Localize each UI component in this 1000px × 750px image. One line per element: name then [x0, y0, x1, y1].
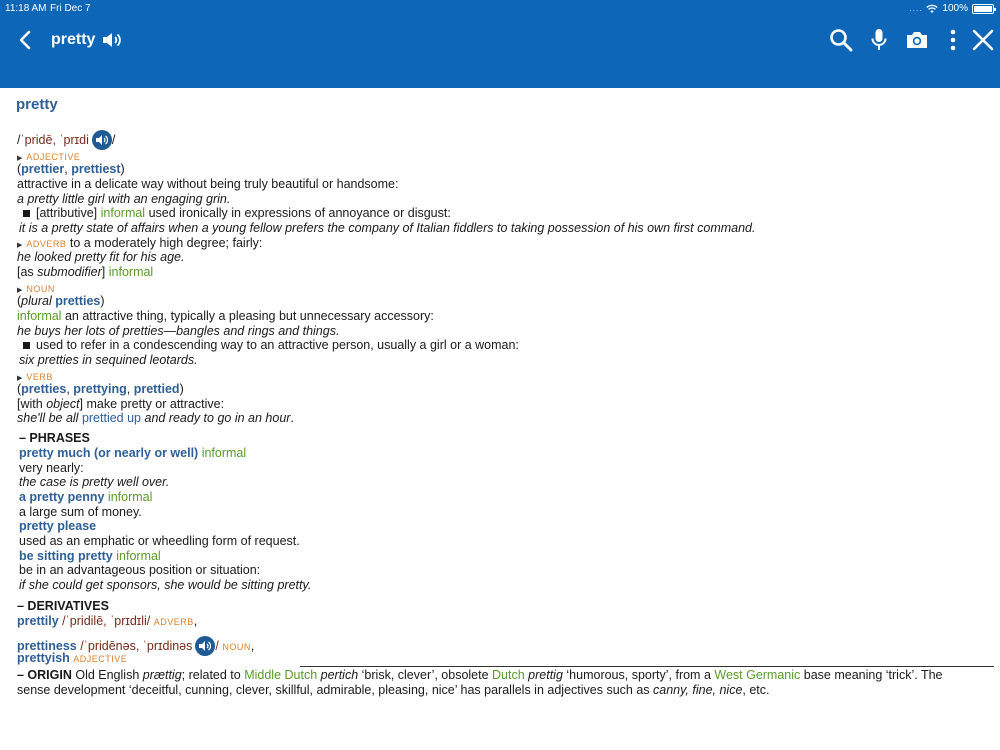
adjective-definition: attractive in a delicate way without being truly beautiful or handsome: [17, 177, 399, 191]
register-label: informal [17, 309, 62, 323]
example-text: if she could get sponsors, she would be sitting pretty [19, 578, 308, 592]
pronunciation-line [17, 130, 115, 150]
example-term[interactable]: prettied up [81, 411, 142, 425]
app-header [0, 0, 1000, 88]
origin-line-2 [17, 683, 770, 698]
verb-example [17, 411, 294, 426]
phrase-term[interactable]: pretty much (or nearly or well) [19, 446, 199, 460]
bracket: [with [17, 397, 47, 411]
origin-text: , etc. [742, 683, 770, 697]
entry-headword: pretty [16, 96, 58, 113]
paren: ( [17, 382, 22, 396]
derivative-item [17, 651, 127, 667]
period: . [290, 411, 294, 425]
language-link[interactable]: West Germanic [714, 668, 801, 682]
phrase-definition: very nearly: [19, 461, 84, 475]
form-superlative[interactable]: prettiest [71, 162, 121, 176]
origin-word: prættig [142, 668, 182, 682]
phrase-term[interactable]: a pretty penny [19, 490, 105, 504]
pron-slash-close: / [215, 639, 219, 653]
pos-label: ADJECTIVE [26, 152, 81, 162]
status-date: Fri Dec 7 [50, 3, 91, 14]
verb-definition [17, 397, 224, 412]
example-text: he buys her lots of pretties—bangles and rings and things [17, 324, 336, 338]
period: . [165, 475, 170, 489]
origin-text: ‘humorous, sporty’, from a [562, 668, 715, 682]
close-icon[interactable] [970, 27, 996, 53]
phrase-definition: used as an emphatic or wheedling form of request. [19, 534, 300, 548]
noun-plural [17, 294, 105, 309]
pos-label: ADVERB [153, 617, 194, 627]
adjective-sub-example [19, 221, 756, 236]
adjective-subsense [17, 206, 451, 221]
paren: ) [179, 382, 184, 396]
plural-form[interactable]: pretties [55, 294, 101, 308]
phrases-heading: – PHRASES [19, 431, 90, 445]
pos-verb: ▶ VERB [17, 372, 53, 382]
subsense-definition: used to refer in a condescending way to an attractive person, usually a girl or a woman: [36, 338, 519, 352]
status-bar [0, 0, 1000, 16]
origin-word: prettig [528, 668, 563, 682]
derivative-term[interactable]: prettily [17, 614, 59, 628]
bullet-square-icon [23, 210, 30, 217]
header-word: pretty [51, 31, 96, 48]
cellular-dots: .... [909, 4, 923, 13]
register-label: informal [201, 446, 247, 460]
language-link[interactable]: Dutch [492, 668, 525, 682]
derivative-item [17, 614, 197, 630]
period: . [180, 250, 185, 264]
origin-heading: – ORIGIN [17, 668, 72, 682]
audio-speaker-icon[interactable] [195, 636, 215, 656]
pos-label: ADVERB [26, 239, 67, 249]
speaker-icon[interactable] [101, 30, 123, 50]
noun-definition [17, 309, 434, 324]
pronunciation: ˈpridē, ˈprɪdi [20, 133, 89, 147]
paren: ) [100, 294, 105, 308]
phrase-item [19, 519, 96, 534]
paren: ( [17, 162, 22, 176]
bracket: ] [79, 397, 84, 411]
period: . [194, 353, 198, 367]
wifi-icon [926, 4, 938, 14]
paren: ) [120, 162, 125, 176]
bracket: [as [17, 265, 38, 279]
pos-label: ADJECTIVE [73, 654, 128, 664]
status-right [910, 3, 994, 14]
bracket: ] [101, 265, 106, 279]
derivative-term[interactable]: prettiness [17, 639, 77, 653]
adverb-definition: to a moderately high degree; fairly: [69, 236, 263, 250]
register-label: informal [107, 490, 153, 504]
register-label: informal [116, 549, 161, 563]
comma: , [193, 614, 198, 628]
pos-label: NOUN [222, 642, 251, 652]
pos-noun: ▶ NOUN [17, 284, 55, 294]
camera-icon[interactable] [904, 27, 930, 53]
comma: , [126, 382, 134, 396]
comma: , [66, 382, 74, 396]
search-icon[interactable] [828, 27, 854, 53]
period: . [335, 324, 340, 338]
derivatives-heading: – DERIVATIVES [17, 599, 109, 613]
comma: , [250, 639, 255, 653]
back-chevron-icon[interactable] [14, 28, 38, 52]
phrase-term[interactable]: be sitting pretty [19, 549, 113, 563]
origin-word: pertich [320, 668, 359, 682]
noun-sub-example [19, 353, 198, 368]
noun-example [17, 324, 339, 339]
dictionary-entry [0, 88, 1000, 750]
example-text: the case is pretty well over [19, 475, 166, 489]
example-text: six pretties in sequined leotards [19, 353, 195, 367]
audio-speaker-icon[interactable] [92, 130, 112, 150]
plural-label: plural [21, 294, 52, 308]
form-3rd-person[interactable]: pretties [21, 382, 67, 396]
period: . [752, 221, 756, 235]
adverb-example [17, 250, 184, 265]
definition-text: an attractive thing, typically a pleasing but unnecessary accessory: [64, 309, 434, 323]
origin-text: ‘brisk, clever’, obsolete [358, 668, 493, 682]
form-past[interactable]: prettied [133, 382, 180, 396]
phrase-example [19, 475, 169, 490]
derivative-term[interactable]: prettyish [17, 651, 70, 665]
phrase-definition: a large sum of money. [19, 505, 142, 519]
form-comparative[interactable]: prettier [21, 162, 65, 176]
more-icon[interactable] [940, 27, 966, 53]
pos-label: NOUN [26, 284, 55, 294]
microphone-icon[interactable] [866, 27, 892, 53]
origin-text: Old English [71, 668, 143, 682]
comma: , [64, 162, 72, 176]
period: . [226, 192, 231, 206]
status-time: 11:18 AM [5, 3, 47, 14]
origin-line-1 [17, 668, 942, 683]
battery-icon [972, 4, 994, 14]
phrase-item [19, 490, 152, 505]
register-label: informal [100, 206, 146, 220]
subsense-definition: used ironically in expressions of annoyance or disgust: [148, 206, 451, 220]
pron-slash: / [17, 133, 21, 147]
language-link[interactable]: Middle Dutch [244, 668, 318, 682]
phrase-item [19, 549, 161, 564]
register-label: informal [108, 265, 154, 279]
example-text: he looked pretty fit for his age [17, 250, 181, 264]
origin-word: canny, fine, nice [653, 683, 743, 697]
bullet-square-icon [23, 342, 30, 349]
pron-slash-close: / [111, 133, 116, 147]
grammar-label: [attributive] [36, 206, 98, 220]
adverb-submodifier [17, 265, 153, 280]
phrase-definition: be in an advantageous position or situation: [19, 563, 261, 577]
pos-adjective: ▶ ADJECTIVE [17, 152, 81, 162]
example-text: it is a pretty state of affairs when a young fellow prefers the company of Italian fiddlers to taking possession of his own first command [19, 221, 753, 235]
phrase-item [19, 446, 246, 461]
battery-percent: 100% [942, 3, 968, 14]
phrase-term[interactable]: pretty please [19, 519, 97, 533]
grammar-label: object [46, 397, 80, 411]
adjective-forms [17, 162, 125, 177]
pos-adverb: ▶ ADVERB to a moderately high degree; fairly: [17, 236, 263, 250]
grammar-label: submodifier [37, 265, 102, 279]
example-text: a pretty little girl with an engaging grin [17, 192, 227, 206]
period: . [307, 578, 312, 592]
adjective-example [17, 192, 230, 207]
definition-text: make pretty or attractive: [86, 397, 225, 411]
divider [300, 666, 994, 667]
verb-forms [17, 382, 184, 397]
example-text: and ready to go in an hour [141, 411, 291, 425]
derivative-pronunciation: /ˈpridilē, ˈprɪdɪli/ [62, 614, 151, 628]
form-present-participle[interactable]: prettying [73, 382, 127, 396]
noun-subsense [17, 338, 519, 353]
paren: ( [17, 294, 22, 308]
phrase-example [19, 578, 311, 593]
origin-text: ; related to [181, 668, 245, 682]
example-text: she'll be all [17, 411, 82, 425]
origin-text: sense development ‘deceitful, cunning, clever, skillful, admirable, pleasing, nice’ has parallels in adjectives such as [17, 683, 653, 697]
origin-text: base meaning ‘trick’. The [800, 668, 943, 682]
pos-label: VERB [26, 372, 53, 382]
derivative-pronunciation: /ˈpridēnəs, ˈprɪdinəs [80, 639, 193, 653]
